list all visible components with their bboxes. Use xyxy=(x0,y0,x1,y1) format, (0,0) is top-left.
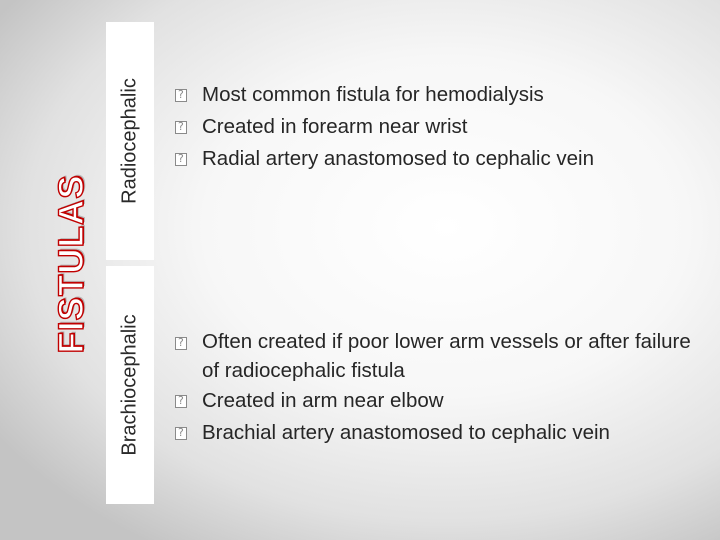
bullet-icon xyxy=(175,89,187,102)
bullet-item xyxy=(175,385,695,417)
slide-title-text: FISTULAS xyxy=(52,174,91,354)
bullet-icon xyxy=(175,337,187,350)
bullet-text: Created in arm near elbow xyxy=(202,389,444,412)
bullet-text: Often created if poor lower arm vessels or after failure of radiocephalic fistula xyxy=(202,330,691,382)
bullet-item xyxy=(175,327,695,385)
bullet-icon xyxy=(175,153,187,166)
brachiocephalic-panel xyxy=(106,266,154,504)
bullet-item xyxy=(175,417,695,449)
bullet-icon xyxy=(175,427,187,440)
bullet-icon xyxy=(175,395,187,408)
bullet-item xyxy=(175,143,695,175)
bullet-item xyxy=(175,111,695,143)
bullet-text: Radial artery anastomosed to cephalic vein xyxy=(202,147,594,170)
radiocephalic-bullet-list xyxy=(175,79,695,175)
brachiocephalic-label: Brachiocephalic xyxy=(118,314,141,456)
bullet-text: Created in forearm near wrist xyxy=(202,115,468,138)
brachiocephalic-bullet-list xyxy=(175,327,695,449)
bullet-text: Most common fistula for hemodialysis xyxy=(202,83,544,106)
bullet-icon xyxy=(175,121,187,134)
radiocephalic-label: Radiocephalic xyxy=(118,78,141,204)
bullet-item xyxy=(175,79,695,111)
bullet-text: Brachial artery anastomosed to cephalic vein xyxy=(202,421,610,444)
radiocephalic-panel xyxy=(106,22,154,260)
